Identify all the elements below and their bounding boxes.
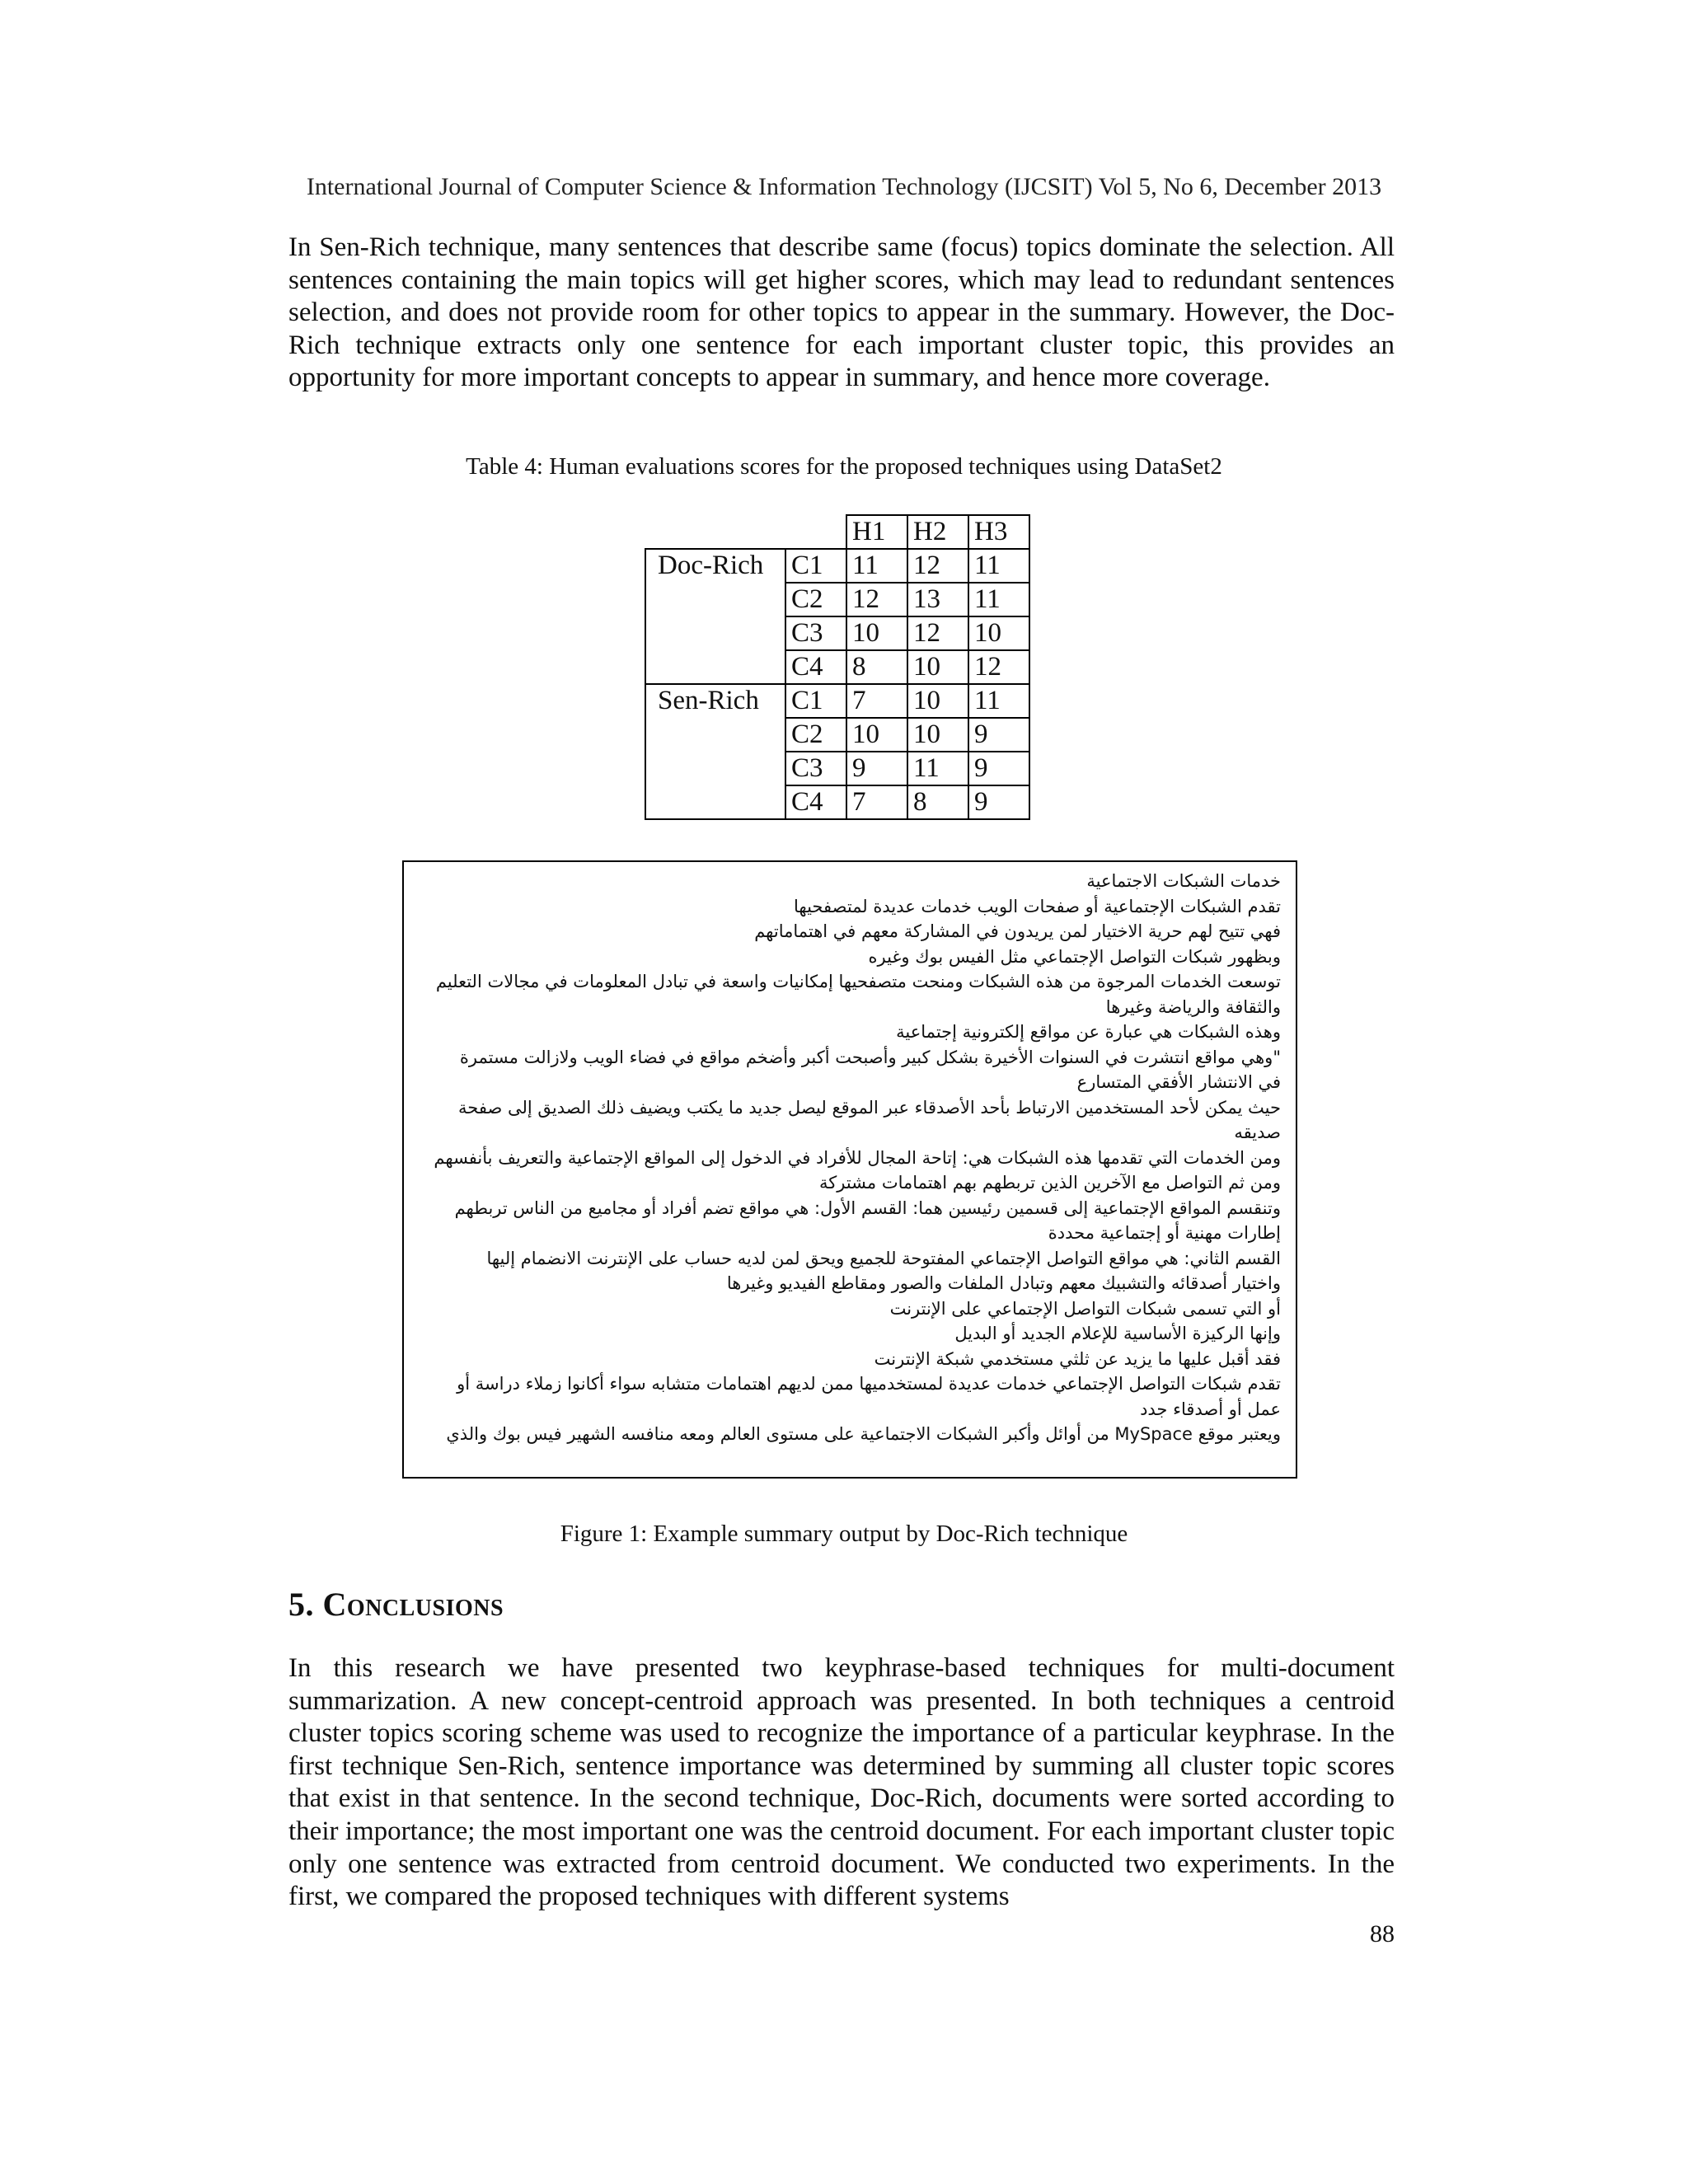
journal-header: International Journal of Computer Science & Information Technology (IJCSIT) Vol 5, No 6, December 2013	[306, 173, 1382, 200]
score-cell: 10	[968, 616, 1029, 650]
score-cell: 11	[968, 549, 1029, 583]
score-cell: 7	[846, 684, 907, 718]
table-4-caption: Table 4: Human evaluations scores for the proposed techniques using DataSet2	[466, 453, 1222, 480]
body-paragraph-1: In Sen-Rich technique, many sentences that describe same (focus) topics dominate the selection. All sentences containing the main topics will get higher scores, which may lead to redundant sentences selection, and does not provide room for other topics to appear in the summary. However, the Doc-Rich technique extracts only one sentence for each important cluster topic, this provides an opportunity for more important concepts to appear in summary, and hence more coverage.	[288, 232, 1395, 393]
arabic-line: وبظهور شبكات التواصل الإجتماعي مثل الفيس بوك وغيره	[868, 946, 1281, 967]
doc-cell: C2	[785, 718, 846, 752]
page-number: 88	[1370, 1920, 1395, 1947]
doc-cell: C4	[785, 785, 846, 819]
arabic-line: وتنقسم المواقع الإجتماعية إلى قسمين رئيسين هما: القسم الأول: هي مواقع تضم أفراد أو مجاميع من الناس تربطهم	[454, 1197, 1281, 1218]
score-cell: 12	[846, 583, 907, 616]
score-cell: 10	[907, 684, 968, 718]
arabic-line: حيث يمكن لأحد المستخدمين الارتباط بأحد الأصدقاء عبر الموقع ليصل جديد ما يكتب ويضيف ذلك الصديق إلى صفحة	[458, 1097, 1281, 1118]
score-cell: 9	[968, 718, 1029, 752]
table-row	[645, 718, 1029, 752]
arabic-line: توسعت الخدمات المرجوة من هذه الشبكات ومنحت متصفحيها إمكانيات واسعة في تبادل المعلومات في مجالات التعليم	[435, 972, 1281, 991]
score-cell: 10	[907, 718, 968, 752]
score-cell: 10	[846, 616, 907, 650]
arabic-line: عمل أو أصدقاء جدد	[1140, 1399, 1281, 1419]
score-cell: 8	[846, 650, 907, 684]
doc-cell: C2	[785, 583, 846, 616]
table-row	[645, 549, 1029, 583]
table-row	[645, 752, 1029, 785]
arabic-line: ومن ثم التواصل مع الآخرين الذين تربطهم بهم اهتمامات مشتركة	[818, 1173, 1281, 1193]
score-cell: 9	[968, 785, 1029, 819]
score-cell: 10	[907, 650, 968, 684]
col-header-h3: H3	[968, 515, 1029, 549]
score-cell: 12	[968, 650, 1029, 684]
score-cell: 11	[968, 684, 1029, 718]
arabic-summary-text	[404, 862, 1296, 1447]
arabic-line: "وهي مواقع انتشرت في السنوات الأخيرة بشكل كبير وأصبحت أكبر وأضخم مواقع في فضاء الويب ولازالت مستمرة	[459, 1047, 1281, 1067]
score-cell: 13	[907, 583, 968, 616]
score-cell: 8	[907, 785, 968, 819]
table-row	[645, 684, 1029, 718]
col-header-h2: H2	[907, 515, 968, 549]
doc-cell: C3	[785, 616, 846, 650]
score-cell: 11	[907, 752, 968, 785]
arabic-line: والثقافة والرياضة وغيرها	[1105, 996, 1281, 1017]
doc-cell: C1	[785, 684, 846, 718]
score-cell: 9	[846, 752, 907, 785]
arabic-line: ويعتبر موقع MySpace من أوائل وأكبر الشبكات الاجتماعية على مستوى العالم ومعه منافسه الشهير فيس بوك والذي	[446, 1424, 1281, 1444]
score-cell: 9	[968, 752, 1029, 785]
arabic-line: واختيار أصدقائه والتشبيك معهم وتبادل الملفات والصور ومقاطع الفيديو وغيرها	[726, 1273, 1281, 1293]
arabic-line: وإنها الركيزة الأساسية للإعلام الجديد أو البديل	[954, 1324, 1281, 1343]
score-cell: 12	[907, 549, 968, 583]
section-number: 5.	[288, 1586, 314, 1623]
table-4	[645, 514, 1030, 820]
group-label-doc-rich: Doc-Rich	[645, 549, 785, 583]
score-cell: 10	[846, 718, 907, 752]
body-paragraph-2: In this research we have presented two keyphrase-based techniques for multi-document summarization. A new concept-centroid approach was presented. In both techniques a centroid cluster topics scoring scheme was used to recognize the importance of a particular keyphrase. In the first technique Sen-Rich, sentence importance was determined by summing all cluster topic scores that exist in that sentence. In the second technique, Doc-Rich, documents were sorted according to their importance; the most important one was the centroid document. For each important cluster topic only one sentence was extracted from centroid document. We conducted two experiments. In the first, we compared the proposed techniques with different systems	[288, 1653, 1395, 1912]
figure-1-summary-box	[402, 860, 1297, 1479]
table-row	[645, 583, 1029, 616]
section-heading	[288, 1585, 504, 1624]
score-cell: 11	[968, 583, 1029, 616]
arabic-line: ومن الخدمات التي تقدمها هذه الشبكات هي: إتاحة المجال للأفراد في الدخول إلى المواقع الإجتماعية والتعريف بأنفسهم	[434, 1147, 1281, 1168]
table-header-row	[645, 515, 1029, 549]
table-row	[645, 785, 1029, 819]
arabic-line: القسم الثاني: هي مواقع التواصل الإجتماعي المفتوحة للجميع ويحق لمن لديه حساب على الإنترنت الانضمام إليها	[486, 1248, 1281, 1268]
section-title: Conclusions	[322, 1586, 504, 1623]
doc-cell: C3	[785, 752, 846, 785]
arabic-line: فقد أقبل عليها ما يزيد عن ثلثي مستخدمي شبكة الإنترنت	[874, 1348, 1281, 1369]
arabic-line: تقدم شبكات التواصل الإجتماعي خدمات عديدة لمستخدميها ممن لديهم اهتمامات متشابه سواء أكانوا زملاء دراسة أو	[457, 1374, 1281, 1394]
figure-1-caption: Figure 1: Example summary output by Doc-Rich technique	[560, 1521, 1128, 1547]
group-label-sen-rich: Sen-Rich	[645, 684, 785, 718]
arabic-line: وهذه الشبكات هي عبارة عن مواقع إلكترونية إجتماعية	[896, 1022, 1281, 1042]
table-row	[645, 616, 1029, 650]
arabic-line: تقدم الشبكات الإجتماعية أو صفحات الويب خدمات عديدة لمتصفحيها	[794, 896, 1281, 916]
arabic-line: أو التي تسمى شبكات التواصل الإجتماعي على الإنترنت	[889, 1298, 1281, 1319]
doc-cell: C1	[785, 549, 846, 583]
arabic-line: صديقه	[1234, 1122, 1281, 1142]
score-cell: 12	[907, 616, 968, 650]
score-cell: 11	[846, 549, 907, 583]
doc-cell: C4	[785, 650, 846, 684]
score-cell: 7	[846, 785, 907, 819]
arabic-line: خدمات الشبكات الاجتماعية	[1086, 871, 1281, 891]
arabic-line: في الانتشار الأفقي المتسارع	[1076, 1072, 1281, 1092]
arabic-line: فهي تتيح لهم حرية الاختيار لمن يريدون في المشاركة معهم في اهتماماتهم	[754, 921, 1281, 941]
arabic-line: إطارات مهنية أو إجتماعية محددة	[1048, 1223, 1281, 1243]
col-header-h1: H1	[846, 515, 907, 549]
table-row	[645, 650, 1029, 684]
